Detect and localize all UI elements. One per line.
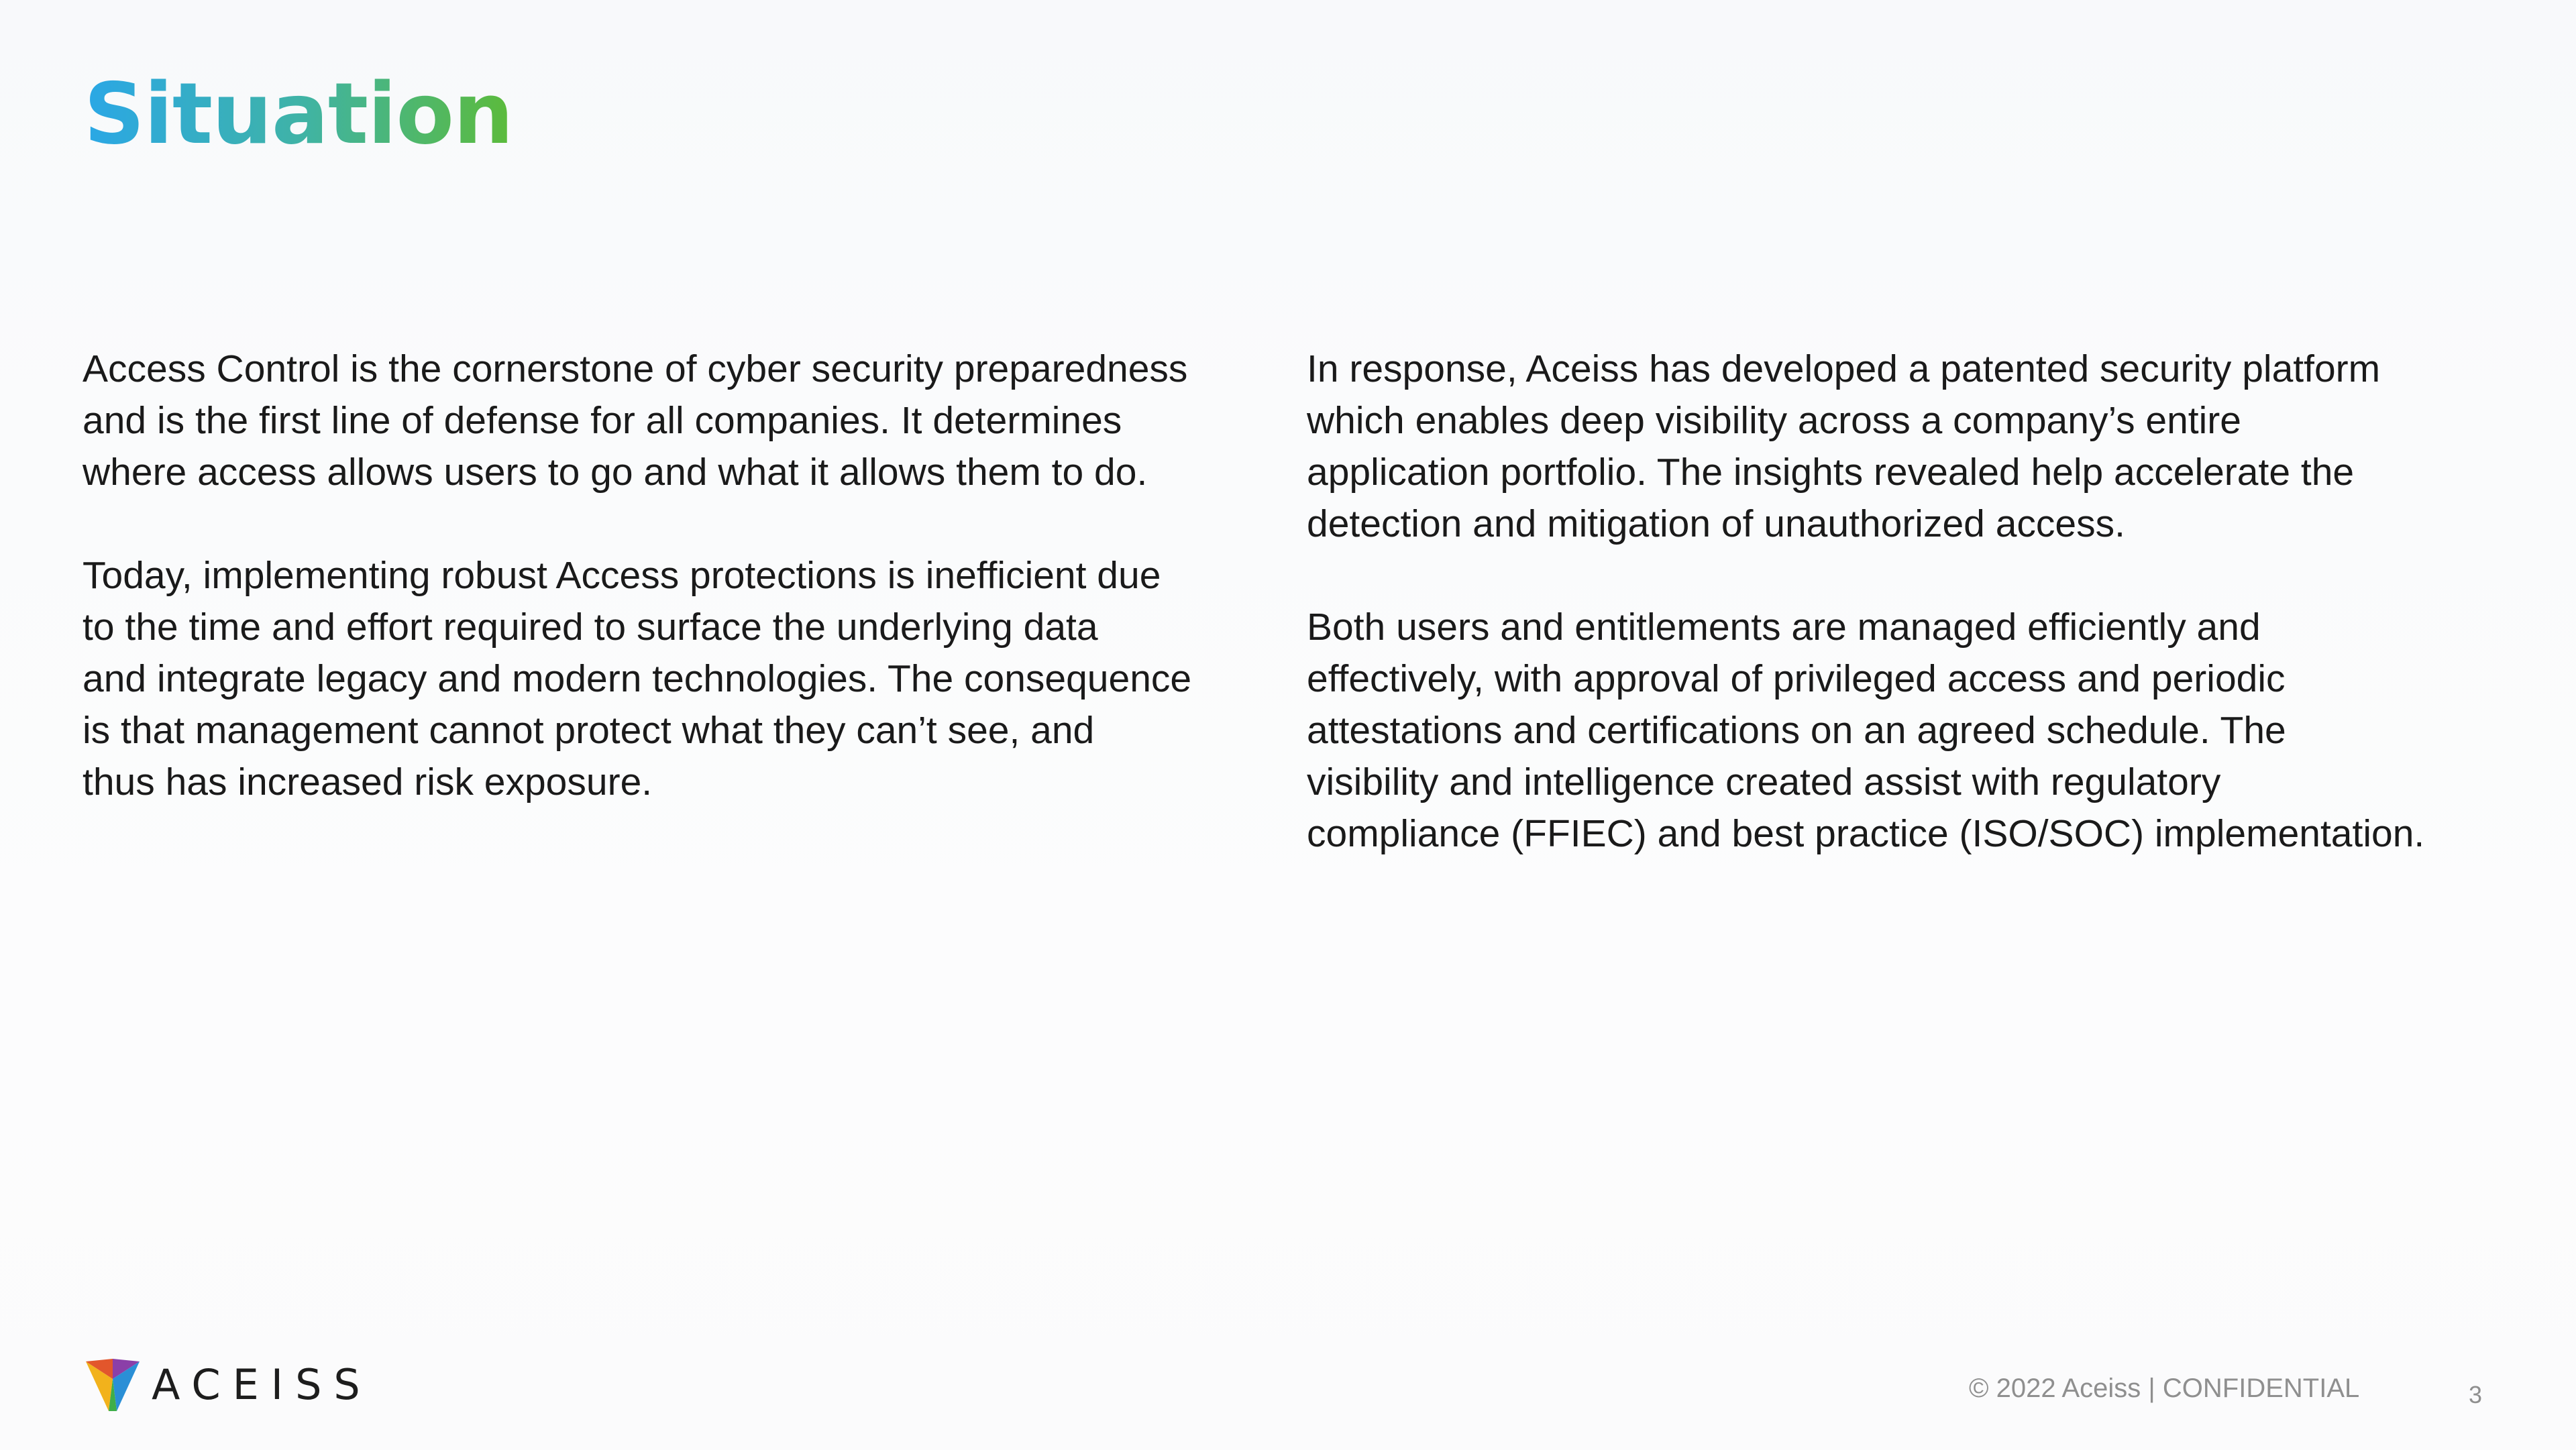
aceiss-logo — [86, 1359, 372, 1411]
left-paragraph-2: Today, implementing robust Access protections is inefficient due to the time and effort required to surface the underlying data and integrate legacy and modern technologies. The consequence is that management cannot protect what they can’t see, and thus has increased risk exposure. — [83, 554, 1192, 803]
right-paragraph-2: Both users and entitlements are managed efficiently and effectively, with approval of privileged access and periodic attestations and certifications on an agreed schedule. The visibility and intelligence created assist with regulatory compliance (FFIEC) and best practice (ISO/SOC) implementation. — [1307, 606, 2425, 855]
left-column — [83, 343, 1310, 860]
right-column — [1307, 343, 2528, 911]
slide-title: Situation — [84, 60, 513, 168]
logo-wordmark: ACEISS — [152, 1360, 372, 1409]
right-paragraph-1: In response, Aceiss has developed a patented security platform which enables deep visibility across a company’s entire application portfolio. The insights revealed help accelerate the detection and mitigation of unauthorized access. — [1307, 347, 2381, 545]
page-number: 3 — [2469, 1381, 2483, 1408]
aceiss-logo-icon — [86, 1359, 140, 1411]
confidential-notice: © 2022 Aceiss | CONFIDENTIAL — [1969, 1374, 2360, 1403]
left-paragraph-1: Access Control is the cornerstone of cyber security preparedness and is the first line of defense for all companies. It determines where access allows users to go and what it allows them to do. — [83, 347, 1188, 494]
